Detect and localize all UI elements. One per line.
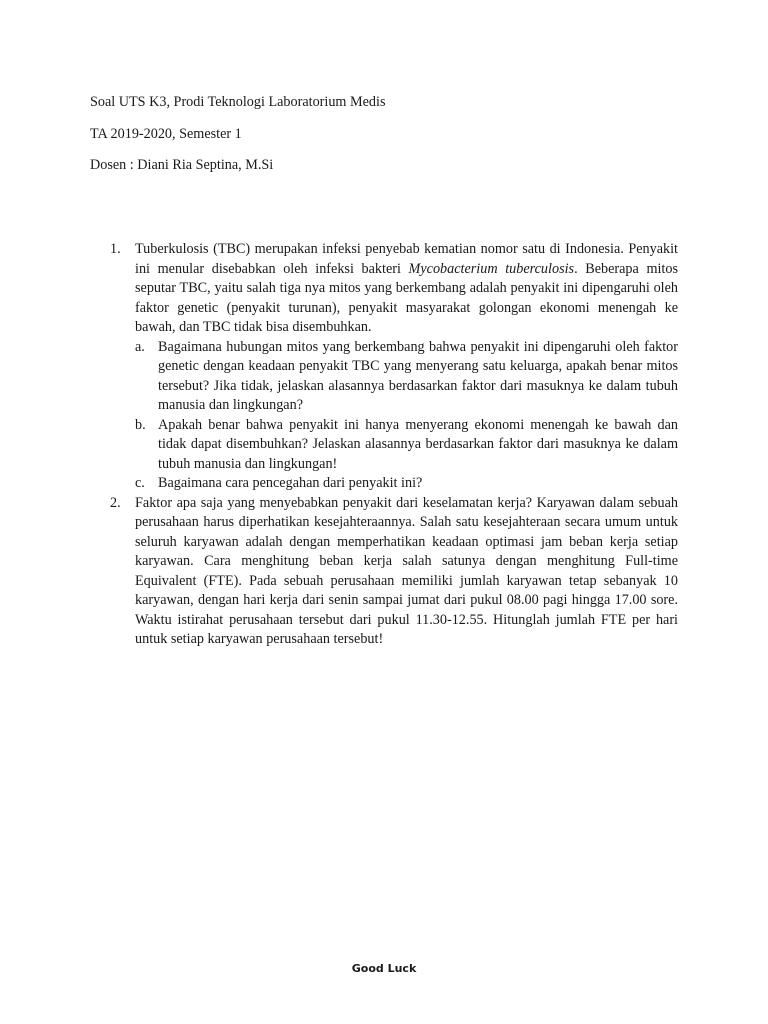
sub-question-text: Bagaimana cara pencegahan dari penyakit ini? (158, 475, 423, 491)
question-1-intro-text: Tuberkulosis (TBC) merupakan infeksi penyebab kematian nomor satu di Indonesia. Penyakit ini menular disebabkan oleh infeksi bakteri (135, 241, 678, 277)
sub-question-a (135, 338, 678, 416)
question-1 (110, 240, 678, 494)
bacteria-name: Mycobacterium tuberculosis (408, 260, 575, 277)
sub-question-b (135, 416, 678, 475)
academic-year: TA 2019-2020, Semester 1 (90, 126, 242, 142)
lecturer-name: Dosen : Diani Ria Septina, M.Si (90, 157, 274, 173)
question-list (110, 240, 678, 650)
sub-question-label: b. (135, 416, 146, 433)
footer-good-luck: Good Luck (351, 962, 417, 975)
question-2 (110, 494, 678, 650)
question-2-text: Faktor apa saja yang menyebabkan penyakit dari keselamatan kerja? Karyawan dalam sebuah perusahaan harus diperhatikan kesejahteraannya. Salah satu kesejahteraan secara umum untuk seluruh karyawan adalah dengan memperhatikan keadaan optimasi jam beban kerja setiap karyawan. Cara menghitung beban kerja salah satunya dengan menghitung Full-time Equivalent (FTE). Pada sebuah perusahaan memiliki jumlah karyawan tetap sebanyak 10 karyawan, dengan hari kerja dari senin sampai jumat dari pukul 08.00 pagi hingga 17.00 sore. Waktu istirahat perusahaan tersebut dari pukul 11.30-12.55. Hitunglah jumlah FTE per hari untuk setiap karyawan perusahaan tersebut! (135, 494, 678, 647)
exam-title: Soal UTS K3, Prodi Teknologi Laboratorium Medis (90, 94, 386, 110)
sub-question-text: Apakah benar bahwa penyakit ini hanya menyerang ekonomi menengah ke bawah dan tidak dapat disembuhkan? Jelaskan alasannya berdasarkan faktor dari masuknya ke dalam tubuh manusia dan lingkungan! (158, 416, 678, 472)
question-1-intro-text-cont: . Beberapa mitos seputar TBC, yaitu salah tiga nya mitos yang berkembang adalah penyakit ini dipengaruhi oleh faktor genetic (penyakit turunan), penyakit masyarakat golongan ekonomi menengah ke bawah, dan TBC tidak bisa disembuhkan. (135, 260, 678, 335)
sub-question-text: Bagaimana hubungan mitos yang berkembang bahwa penyakit ini dipengaruhi oleh faktor genetic dengan keadaan penyakit TBC yang menyerang satu keluarga, apakah benar mitos tersebut? Jika tidak, jelaskan alasannya berdasarkan faktor dari masuknya ke dalam tubuh manusia dan lingkungan? (158, 338, 678, 413)
sub-question-list (135, 338, 678, 494)
sub-question-c (135, 474, 678, 494)
question-1-intro (135, 241, 678, 335)
sub-question-label: a. (135, 338, 145, 355)
question-number: 2. (110, 494, 121, 511)
question-number: 1. (110, 241, 121, 257)
sub-question-label: c. (135, 475, 145, 491)
